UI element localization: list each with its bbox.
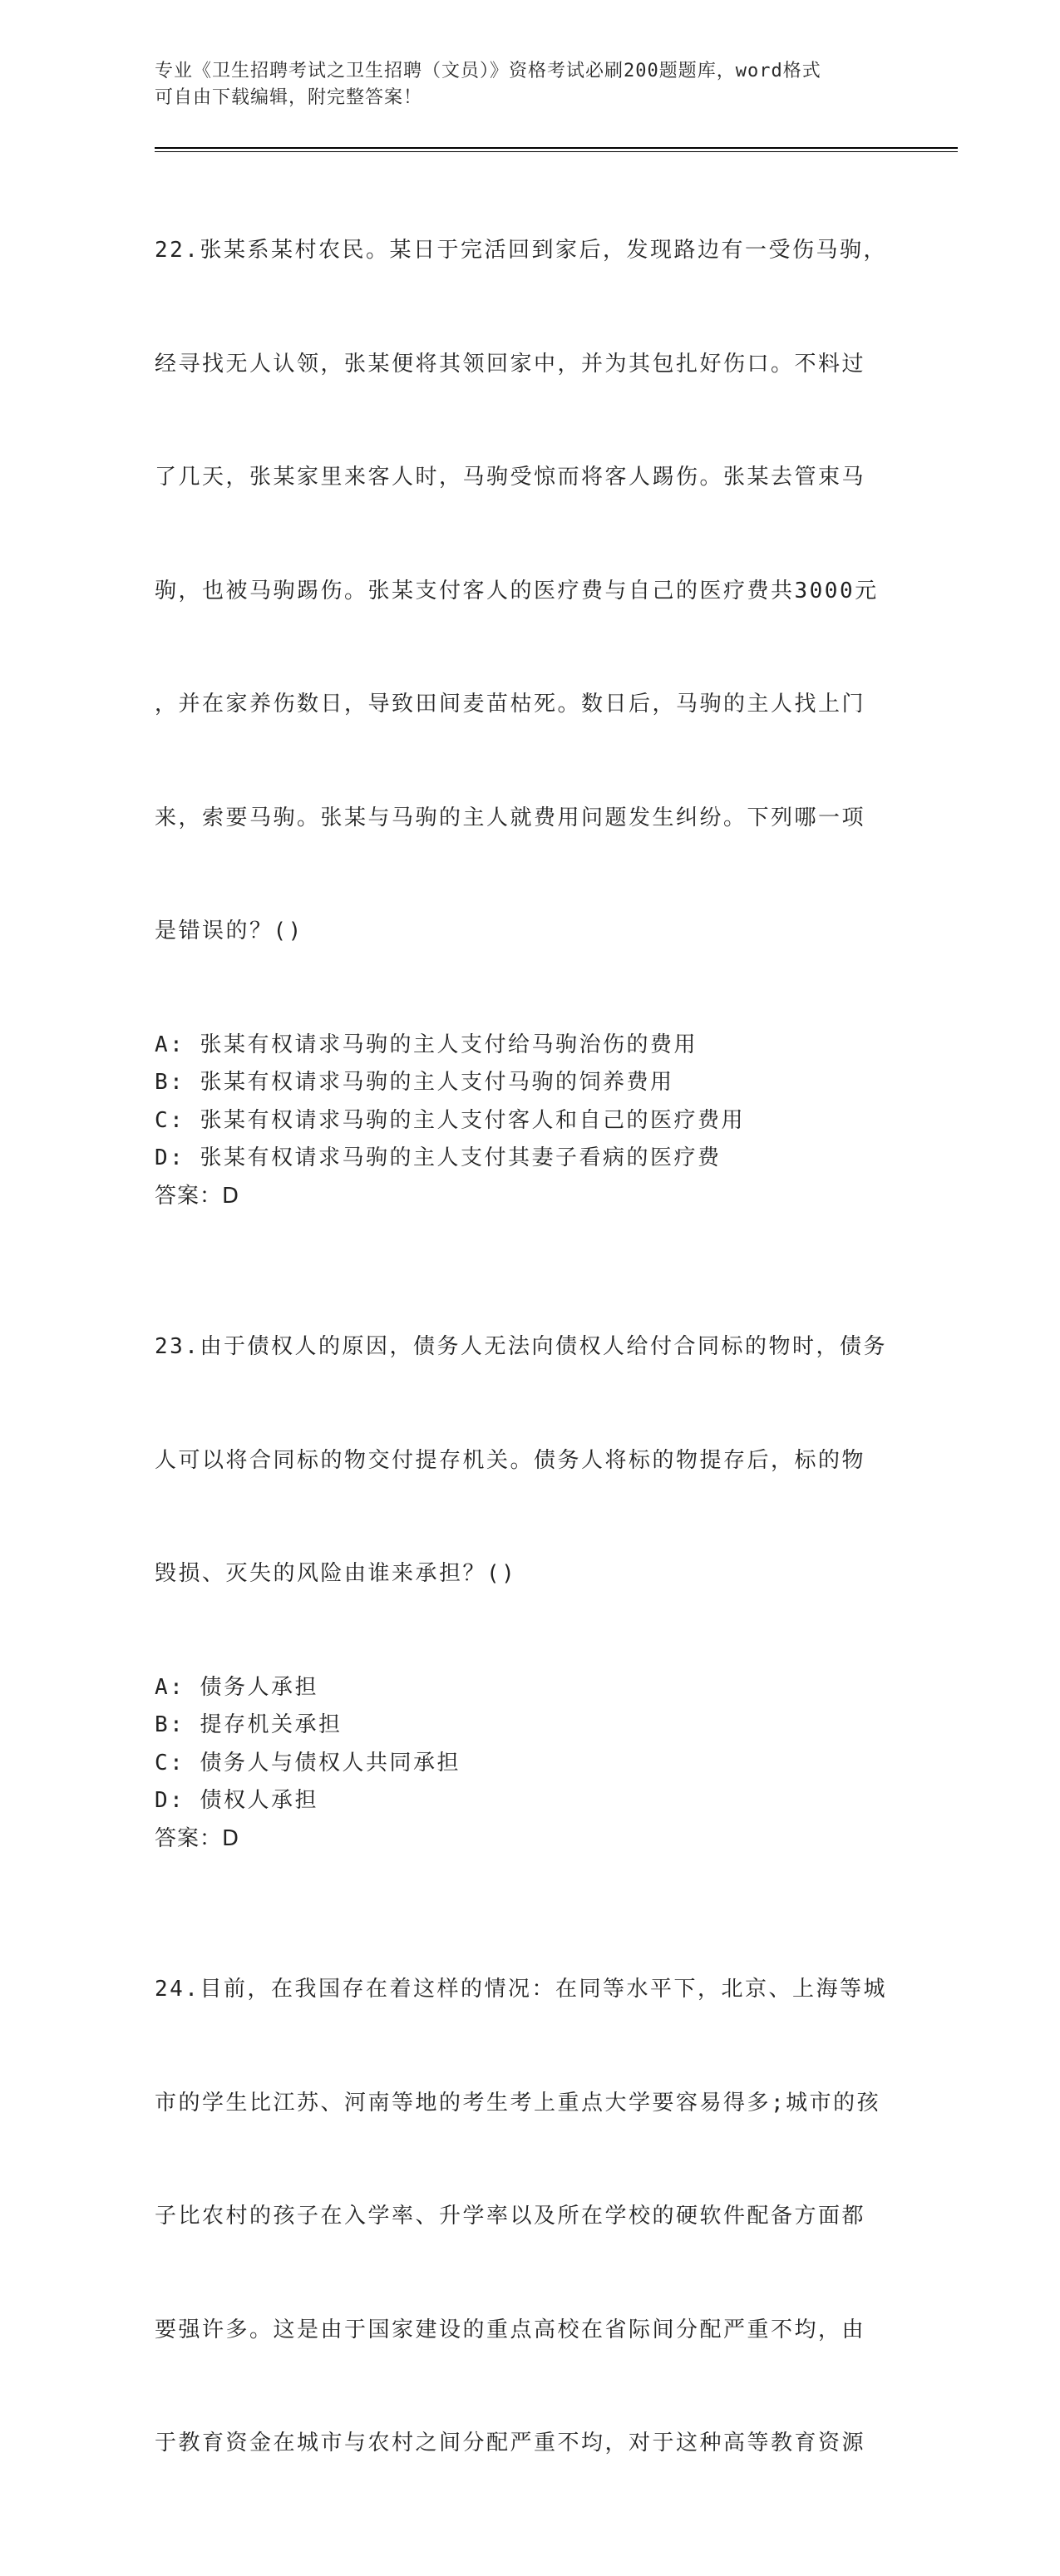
option-a: A: 张某有权请求马驹的主人支付给马驹治伤的费用 (155, 1032, 698, 1057)
question-23 (155, 1253, 903, 1858)
question-stem-line: 市的学生比江苏、河南等地的考生考上重点大学要容易得多;城市的孩 (155, 2090, 881, 2115)
option-d: D: 债权人承担 (155, 1788, 318, 1813)
header-line-2: 可自由下载编辑，附完整答案！ (155, 87, 423, 108)
question-stem-line: 22.张某系某村农民。某日于完活回到家后，发现路边有一受伤马驹， (155, 238, 887, 263)
option-c: C: 张某有权请求马驹的主人支付客人和自己的医疗费用 (155, 1107, 745, 1133)
question-stem-line: 人可以将合同标的物交付提存机关。债务人将标的物提存后，标的物 (155, 1447, 866, 1473)
option-a: A: 债务人承担 (155, 1674, 318, 1700)
question-stem (155, 1895, 903, 2539)
question-stem-line: 了几天，张某家里来客人时，马驹受惊而将客人踢伤。张某去管束马 (155, 465, 866, 490)
question-stem (155, 1253, 903, 1669)
question-stem-line: 23.由于债权人的原因，债务人无法向债权人给付合同标的物时，债务 (155, 1334, 887, 1359)
question-stem-line: 经寻找无人认领，张某便将其领回家中，并为其包扎好伤口。不料过 (155, 351, 866, 377)
document-header (155, 58, 886, 111)
question-24 (155, 1895, 903, 2539)
question-stem (155, 156, 903, 1027)
question-stem-line: 于教育资金在城市与农村之间分配严重不均，对于这种高等教育资源 (155, 2431, 866, 2455)
question-stem-line: ，并在家养伤数日，导致田间麦苗枯死。数日后，马驹的主人找上门 (155, 692, 866, 717)
option-b: B: 张某有权请求马驹的主人支付马驹的饲养费用 (155, 1070, 674, 1095)
header-divider-thick (155, 147, 958, 149)
question-list (155, 156, 903, 2576)
question-stem-line: 子比农村的孩子在入学率、升学率以及所在学校的硬软件配备方面都 (155, 2204, 866, 2229)
header-divider-thin (155, 151, 958, 152)
question-stem-line: 要强许多。这是由于国家建设的重点高校在省际间分配严重不均，由 (155, 2317, 866, 2342)
option-b: B: 提存机关承担 (155, 1712, 343, 1737)
question-stem-line: 24.目前，在我国存在着这样的情况：在同等水平下，北京、上海等城 (155, 1977, 887, 2002)
answer-label: 答案：D (155, 1825, 240, 1851)
option-c: C: 债务人与债权人共同承担 (155, 1750, 461, 1776)
answer-label: 答案：D (155, 1183, 240, 1209)
question-stem-line: 是错误的？() (155, 919, 303, 943)
question-stem-line: 毁损、灭失的风险由谁来承担？() (155, 1561, 517, 1586)
header-line-1: 专业《卫生招聘考试之卫生招聘（文员）》资格考试必刷200题题库，word格式 (155, 61, 821, 81)
question-22 (155, 156, 903, 1215)
question-stem-line: 驹，也被马驹踢伤。张某支付客人的医疗费与自己的医疗费共3000元 (155, 578, 879, 603)
question-stem-line: 来，索要马驹。张某与马驹的主人就费用问题发生纠纷。下列哪一项 (155, 805, 866, 830)
option-d: D: 张某有权请求马驹的主人支付其妻子看病的医疗费 (155, 1145, 722, 1170)
